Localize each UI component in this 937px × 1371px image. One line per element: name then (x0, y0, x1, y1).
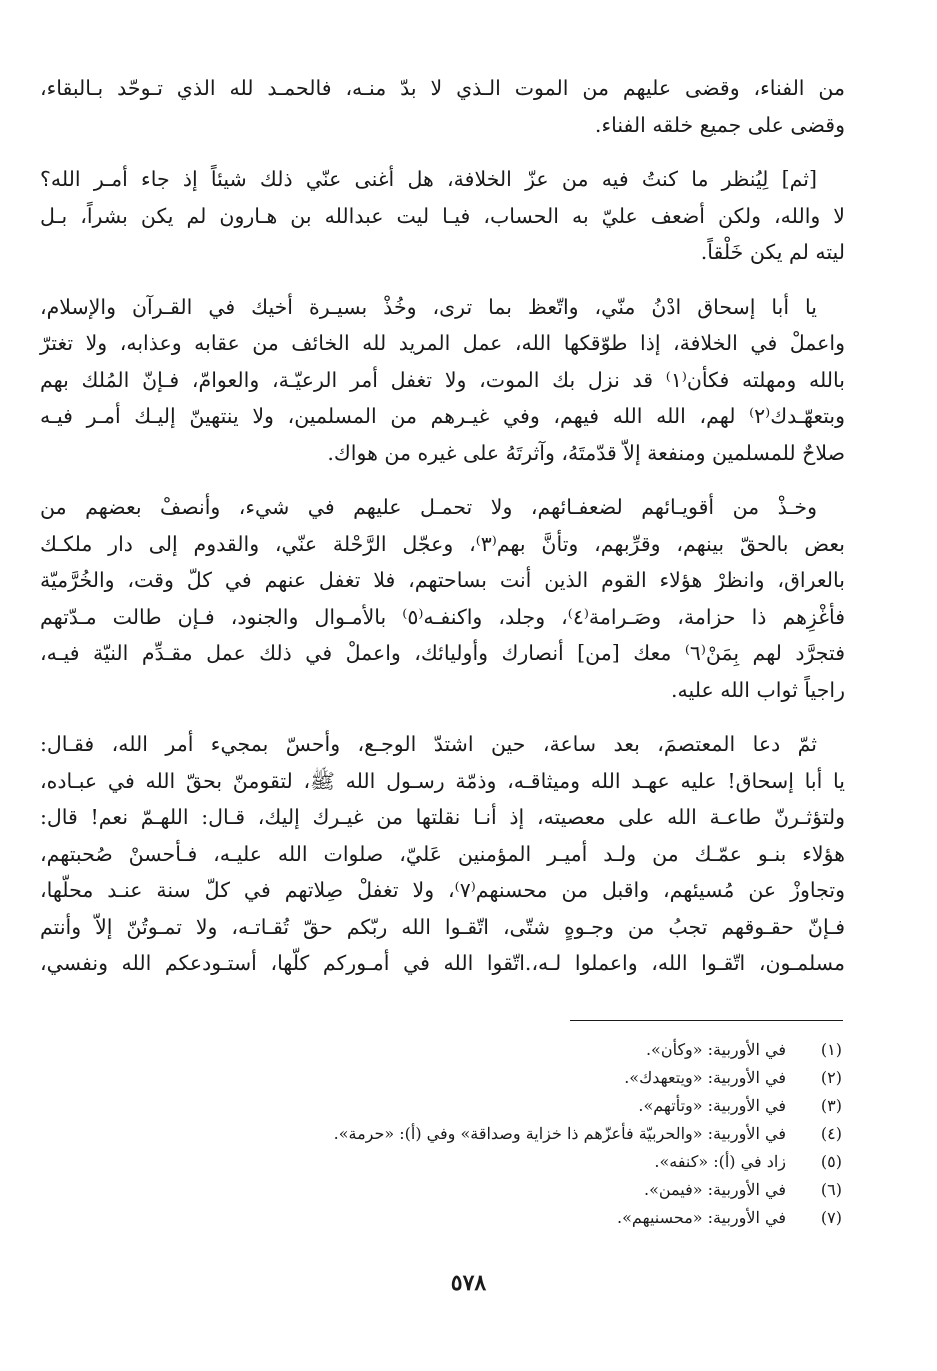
footnote-item (142, 1148, 842, 1176)
footnote-number: (٣) (820, 1096, 842, 1115)
text-line: فـإنّ حقـوقهم تجبُ من وجـوهٍ شتّى، اتّقـوا الله ربّكم حقّ تُقـاتـه، ولا تمـوتُنّ إلاّ وأنتم (40, 914, 845, 939)
footnote-text: في الأوربية: «وكأن». (645, 1040, 786, 1059)
text-line: صلاحٌ للمسلمين ومنفعة إلاّ قدّمتَهُ، وآثرتَهُ على غيره من هواك. (327, 440, 845, 465)
footnote-text: في الأوربية: «والحربيّة فأعزّهم ذا خزاية وصداقة» وفي (أ): «حرمة». (333, 1124, 786, 1143)
footnote-number: (١) (820, 1040, 842, 1059)
footnote-text: في الأوربية: «فيمن». (644, 1180, 786, 1199)
paragraph-4 (40, 489, 845, 708)
text-line: لا والله، ولكن أضعف عليّ به الحساب، فيـا ليت عبدالله بن هـارون لم يكن بشراً، بـل (40, 203, 845, 228)
footnote-item (142, 1204, 842, 1232)
footnote-number: (٥) (820, 1152, 842, 1171)
paragraph-2 (40, 161, 845, 271)
text-line: راجياً ثواب الله عليه. (671, 677, 845, 702)
text-line: وقضى على جميع خلقه الفناء. (594, 112, 845, 137)
page-body (40, 70, 845, 1000)
text-line: وبتعهّـدك⁽٢⁾ لهم، الله الله فيهم، وفي غيـرهم من المسلمين، ولا ينتهينّ إليـك أمـر فيـه (40, 404, 845, 428)
footnote-text: زاد في (أ): «كنفه». (654, 1152, 786, 1171)
text-line: بالعراق، وانظرْ هؤلاء القوم الذين أنت بساحتهم، فلا تغفل عنهم في كلّ وقت، والخُرَّميّة (40, 568, 846, 592)
footnote-number: (٢) (820, 1068, 842, 1087)
footnote-item (142, 1064, 842, 1092)
footnote-divider (570, 1020, 843, 1021)
page-number: ٥٧٨ (450, 1270, 487, 1296)
paragraph-5 (40, 726, 845, 982)
footnote-text: في الأوربية: «وتأتهم». (638, 1096, 786, 1115)
footnote-item (142, 1036, 842, 1064)
text-line: ليته لم يكن خَلْقاً. (700, 240, 845, 264)
footnote-item (142, 1092, 842, 1120)
text-line: [ثم] لِيُنظر ما كنتُ فيه من عزّ الخلافة، هل أغنى عنّي ذلك شيئاً إذ جاء أمـر الله؟ (40, 167, 817, 191)
text-line: واعملْ في الخلافة، إذا طوّقكها الله، عمل المريد لله الخائف من عقابه وعذابه، ولا تغترّ (40, 331, 845, 355)
text-line: هؤلاء بنـو عمّـك من ولـد أميـر المؤمنين عَليّ، صلوات الله عليـه، فـأحسنْ صُحبتهم، (40, 841, 845, 866)
text-line: يا أبا إسحاق! عليه عهـد الله وميثاقـه، وذمّة رسـول الله ﷺ، لتقومنّ بحقّ الله في عبـاده، (40, 768, 845, 793)
footnote-number: (٦) (820, 1180, 842, 1199)
text-line: ثمّ دعا المعتصمَ، بعد ساعة، حين اشتدّ الوجـع، وأحسّ بمجيء أمر الله، فقـال: (40, 732, 817, 756)
text-line: بالله ومهلته فكأن⁽١⁾ قد نزل بك الموت، ولا تغفل أمر الرعيّـة، والعوامّ، فـإنّ المُلك بهم (40, 367, 845, 392)
footnotes-list (142, 1036, 842, 1232)
text-line: فتجرَّد لهم بِمَنْ⁽٦⁾ معك [من] أنصارك وأوليائك، واعملْ في ذلك عمل مقـدِّم النيّة فيـه، (40, 641, 846, 665)
footnote-text: في الأوربية: «محسنيهم». (617, 1208, 786, 1227)
paragraph-3 (40, 289, 845, 472)
text-line: مسلمـون، اتّقـوا الله، واعملوا لـه،.اتّقوا الله في أمـوركم كلّها، أستـودعكم الله ونفسي، (40, 951, 845, 975)
footnote-number: (٤) (820, 1124, 842, 1143)
text-line: من الفناء، وقضى عليهم من الموت الـذي لا بدّ منـه، فالحمـد لله الذي تـوحّد بـالبقاء، (40, 76, 845, 100)
footnote-item (142, 1120, 842, 1148)
paragraph-1 (40, 70, 845, 143)
text-line: وتجاوزْ عن مُسيئهم، واقبل من محسنهم⁽٧⁾، ولا تغفلْ صِلاتهم في كلّ سنة عنـد محلّها، (40, 878, 845, 902)
text-line: بعض بالحقّ بينهم، وقرِّبهم، وتأنَّ بهم⁽٣⁾، وعجّل الرَّحْلة عنّي، والقدوم إلى دار ملكـك (40, 531, 845, 556)
text-line: فأغْزِهم ذا حزامة، وصَـرامة⁽٤⁾، وجلد، واكنفـه⁽٥⁾ بالأمـوال والجنود، فـإن طالت مـدّتهم (40, 604, 845, 629)
text-line: يا أبا إسحاق ادْنُ منّي، واتّعظ بما ترى، وخُذْ بسيـرة أخيك في القـرآن والإسلام، (40, 294, 817, 319)
footnote-item (142, 1176, 842, 1204)
text-line: ولتؤثـرنّ طاعـة الله على معصيته، إذ أنـا نقلتها من غيـرك إليك، قـال: اللهـمّ نعم! قال: (40, 805, 845, 829)
footnote-text: في الأوربية: «ويتعهدك». (624, 1068, 786, 1087)
text-line: وخـذْ من أقويـائهم لضعفـائهم، ولا تحمـل عليهم في شيء، وأنصفْ بعضهم من (40, 495, 817, 519)
footnote-number: (٧) (820, 1208, 842, 1227)
